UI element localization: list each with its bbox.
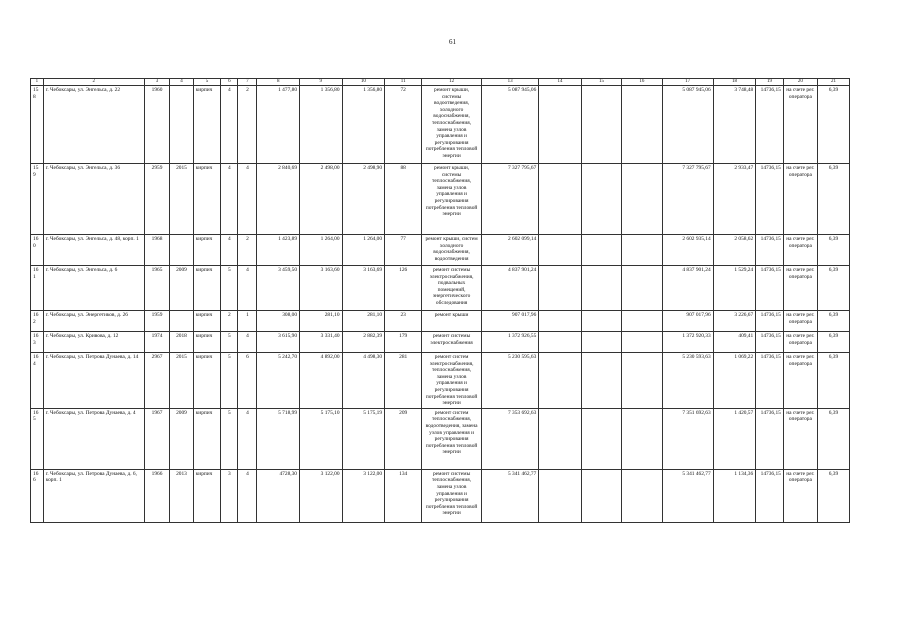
owners-funds-cell: 7 327 795,67 — [662, 164, 713, 235]
total-area-cell: 4728,30 — [257, 469, 300, 522]
max-unit-cost-cell: 14736,15 — [756, 332, 784, 353]
col-num-5: 5 — [193, 79, 221, 86]
residential-area-cell: 2 882,39 — [342, 332, 385, 353]
entrances-cell: 1 — [238, 311, 257, 332]
floors-cell: 4 — [221, 86, 238, 164]
table-row — [31, 311, 850, 332]
cost-col-14-cell — [539, 164, 582, 235]
residents-cell: 126 — [385, 266, 422, 311]
unit-cost-cell: 2 933,47 — [713, 164, 756, 235]
max-unit-cost-cell: 14736,15 — [756, 469, 784, 522]
col-num-15: 15 — [581, 79, 621, 86]
work-type-cell: ремонт крыши, системы теплоснабжения, замена узлов управления и регулирования потребления тепловой энергии — [422, 164, 482, 235]
fund-method-cell: на счете рег. оператора — [783, 353, 817, 409]
col-num-19: 19 — [756, 79, 784, 86]
cost-col-16-cell — [622, 469, 662, 522]
rate-cell: 6,39 — [817, 266, 849, 311]
col-num-7: 7 — [238, 79, 257, 86]
fund-method-cell: на счете рег. оператора — [783, 332, 817, 353]
col-num-8: 8 — [257, 79, 300, 86]
col-num-21: 21 — [817, 79, 849, 86]
year-repair-cell: 2009 — [170, 266, 193, 311]
cost-col-14-cell — [539, 235, 582, 266]
address-cell: г. Чебоксары, ул. Энергетиков, д. 26 — [43, 311, 144, 332]
total-area-cell: 308,00 — [257, 311, 300, 332]
residents-cell: 179 — [385, 332, 422, 353]
residential-area-cell: 4 498,30 — [342, 353, 385, 409]
year-repair-cell — [170, 86, 193, 164]
cost-col-16-cell — [622, 353, 662, 409]
unit-cost-cell: 3 226,67 — [713, 311, 756, 332]
residential-area-cell: 5 175,19 — [342, 408, 385, 469]
year-built-cell: 1959 — [144, 311, 170, 332]
owners-funds-cell: 2 602 935,14 — [662, 235, 713, 266]
wall-material-cell: кирпич — [193, 86, 221, 164]
col-num-20: 20 — [783, 79, 817, 86]
cost-col-15-cell — [581, 408, 621, 469]
work-type-cell: ремонт крыши, систем холодного водоснабжения, водоотведения — [422, 235, 482, 266]
total-cost-cell: 5 087 945,06 — [481, 86, 538, 164]
year-built-cell: 1974 — [144, 332, 170, 353]
total-cost-cell: 5 341 462,77 — [481, 469, 538, 522]
row-index: 160 — [31, 235, 44, 266]
entrances-cell: 4 — [238, 408, 257, 469]
cost-col-14-cell — [539, 408, 582, 469]
cost-col-15-cell — [581, 469, 621, 522]
page-number: 61 — [449, 38, 456, 46]
owners-funds-cell: 907 017,96 — [662, 311, 713, 332]
owners-funds-cell: 4 837 901,24 — [662, 266, 713, 311]
table-row — [31, 266, 850, 311]
table-row — [31, 332, 850, 353]
col-num-2: 2 — [43, 79, 144, 86]
address-cell: г. Чебоксары, ул. Энгельса, д. 48, корп. 1 — [43, 235, 144, 266]
premises-area-cell: 5 175,10 — [300, 408, 343, 469]
address-cell: г. Чебоксары, ул. Петрова Дунаева, д. 14 — [43, 353, 144, 409]
floors-cell: 4 — [221, 235, 238, 266]
row-index: 161 — [31, 266, 44, 311]
cost-col-14-cell — [539, 266, 582, 311]
fund-method-cell: на счете рег. оператора — [783, 408, 817, 469]
entrances-cell: 2 — [238, 86, 257, 164]
max-unit-cost-cell: 14736,15 — [756, 235, 784, 266]
wall-material-cell: кирпич — [193, 311, 221, 332]
col-num-11: 11 — [385, 79, 422, 86]
residents-cell: 72 — [385, 86, 422, 164]
work-type-cell: ремонт систем теплоснабжения, водоотведения, замена узлов управления и регулирования потребления тепловой энергии — [422, 408, 482, 469]
unit-cost-cell: 1 420,57 — [713, 408, 756, 469]
work-type-cell: ремонт систем электроснабжения, теплоснабжения, замена узлов управления и регулирования потребления тепловой энергии — [422, 353, 482, 409]
row-index: 164 — [31, 353, 44, 409]
col-num-12: 12 — [422, 79, 482, 86]
rate-cell: 6,39 — [817, 164, 849, 235]
entrances-cell: 6 — [238, 353, 257, 409]
year-built-cell: 1966 — [144, 469, 170, 522]
total-area-cell: 3 459,50 — [257, 266, 300, 311]
residents-cell: 23 — [385, 311, 422, 332]
cost-col-16-cell — [622, 332, 662, 353]
work-type-cell: ремонт крыши — [422, 311, 482, 332]
col-num-1: 1 — [31, 79, 44, 86]
premises-area-cell: 2 498,00 — [300, 164, 343, 235]
residents-cell: 77 — [385, 235, 422, 266]
col-num-14: 14 — [539, 79, 582, 86]
year-repair-cell: 2018 — [170, 332, 193, 353]
residents-cell: 88 — [385, 164, 422, 235]
max-unit-cost-cell: 14736,15 — [756, 311, 784, 332]
row-index: 159 — [31, 164, 44, 235]
entrances-cell: 4 — [238, 164, 257, 235]
column-number-row — [31, 79, 850, 86]
year-built-cell: 1965 — [144, 266, 170, 311]
cost-col-14-cell — [539, 469, 582, 522]
rate-cell: 6,39 — [817, 408, 849, 469]
owners-funds-cell: 5 341 462,77 — [662, 469, 713, 522]
cost-col-14-cell — [539, 86, 582, 164]
wall-material-cell: кирпич — [193, 235, 221, 266]
year-built-cell: 2967 — [144, 353, 170, 409]
wall-material-cell: кирпич — [193, 332, 221, 353]
total-cost-cell: 907 017,96 — [481, 311, 538, 332]
cost-col-14-cell — [539, 311, 582, 332]
rate-cell: 6,39 — [817, 86, 849, 164]
premises-area-cell: 1 264,00 — [300, 235, 343, 266]
fund-method-cell: на счете рег. оператора — [783, 311, 817, 332]
wall-material-cell: кирпич — [193, 353, 221, 409]
cost-col-15-cell — [581, 235, 621, 266]
total-cost-cell: 2 602 099,14 — [481, 235, 538, 266]
wall-material-cell: кирпич — [193, 469, 221, 522]
cost-col-15-cell — [581, 86, 621, 164]
row-index: 158 — [31, 86, 44, 164]
fund-method-cell: на счете рег. оператора — [783, 235, 817, 266]
unit-cost-cell: 1 529,24 — [713, 266, 756, 311]
cost-col-16-cell — [622, 266, 662, 311]
year-built-cell: 1960 — [144, 86, 170, 164]
col-num-3: 3 — [144, 79, 170, 86]
wall-material-cell: кирпич — [193, 164, 221, 235]
row-index: 162 — [31, 311, 44, 332]
year-repair-cell: 2015 — [170, 353, 193, 409]
year-repair-cell: 2015 — [170, 164, 193, 235]
table-row — [31, 86, 850, 164]
premises-area-cell: 3 331,40 — [300, 332, 343, 353]
max-unit-cost-cell: 14736,15 — [756, 353, 784, 409]
cost-col-16-cell — [622, 311, 662, 332]
cost-col-15-cell — [581, 266, 621, 311]
address-cell: г. Чебоксары, ул. Петрова Дунаева, д. 6, корп. 1 — [43, 469, 144, 522]
total-cost-cell: 1 372 926,55 — [481, 332, 538, 353]
cost-col-14-cell — [539, 332, 582, 353]
row-index: 163 — [31, 332, 44, 353]
total-area-cell: 5 718,99 — [257, 408, 300, 469]
residential-area-cell: 3 122,00 — [342, 469, 385, 522]
unit-cost-cell: 409,41 — [713, 332, 756, 353]
premises-area-cell: 281,10 — [300, 311, 343, 332]
work-type-cell: ремонт системы теплоснабжения, замена узлов управления и регулирования потребления тепловой энергии — [422, 469, 482, 522]
entrances-cell: 2 — [238, 235, 257, 266]
table-row — [31, 469, 850, 522]
table-row — [31, 353, 850, 409]
year-repair-cell — [170, 235, 193, 266]
work-type-cell: ремонт крыши, системы водоотведения, холодного водоснабжения, теплоснабжения, замена узлов управления и регулирования потребления тепловой энергии — [422, 86, 482, 164]
rate-cell: 6,39 — [817, 353, 849, 409]
address-cell: г. Чебоксары, ул. Энгельса, д. 6 — [43, 266, 144, 311]
premises-area-cell: 3 163,60 — [300, 266, 343, 311]
total-cost-cell: 5 230 595,63 — [481, 353, 538, 409]
unit-cost-cell: 3 748,48 — [713, 86, 756, 164]
year-built-cell: 2959 — [144, 164, 170, 235]
rate-cell: 6,39 — [817, 311, 849, 332]
total-area-cell: 1 423,89 — [257, 235, 300, 266]
rate-cell: 6,39 — [817, 469, 849, 522]
fund-method-cell: на счете рег. оператора — [783, 469, 817, 522]
table-row — [31, 164, 850, 235]
cost-col-15-cell — [581, 164, 621, 235]
wall-material-cell: кирпич — [193, 266, 221, 311]
unit-cost-cell: 2 058,62 — [713, 235, 756, 266]
premises-area-cell: 1 356,80 — [300, 86, 343, 164]
rate-cell: 6,39 — [817, 332, 849, 353]
cost-col-15-cell — [581, 332, 621, 353]
table-row — [31, 408, 850, 469]
col-num-9: 9 — [300, 79, 343, 86]
cost-col-16-cell — [622, 164, 662, 235]
residents-cell: 134 — [385, 469, 422, 522]
floors-cell: 2 — [221, 311, 238, 332]
total-area-cell: 3 615,90 — [257, 332, 300, 353]
row-index: 165 — [31, 408, 44, 469]
cost-col-14-cell — [539, 353, 582, 409]
cost-col-15-cell — [581, 311, 621, 332]
col-num-16: 16 — [622, 79, 662, 86]
year-built-cell: 1968 — [144, 235, 170, 266]
work-type-cell: ремонт системы электроснабжения, подвальных помещений, энергетического обследования — [422, 266, 482, 311]
floors-cell: 5 — [221, 408, 238, 469]
year-built-cell: 1967 — [144, 408, 170, 469]
cost-col-16-cell — [622, 86, 662, 164]
floors-cell: 5 — [221, 353, 238, 409]
fund-method-cell: на счете рег. оператора — [783, 164, 817, 235]
total-area-cell: 5 242,70 — [257, 353, 300, 409]
col-num-10: 10 — [342, 79, 385, 86]
floors-cell: 4 — [221, 164, 238, 235]
max-unit-cost-cell: 14736,15 — [756, 266, 784, 311]
unit-cost-cell: 1 134,36 — [713, 469, 756, 522]
rate-cell: 6,39 — [817, 235, 849, 266]
cost-col-16-cell — [622, 235, 662, 266]
col-num-17: 17 — [662, 79, 713, 86]
fund-method-cell: на счете рег. оператора — [783, 86, 817, 164]
premises-area-cell: 3 122,00 — [300, 469, 343, 522]
owners-funds-cell: 1 372 920,33 — [662, 332, 713, 353]
row-index: 166 — [31, 469, 44, 522]
cost-col-15-cell — [581, 353, 621, 409]
residential-area-cell: 1 356,80 — [342, 86, 385, 164]
max-unit-cost-cell: 14736,15 — [756, 86, 784, 164]
address-cell: г. Чебоксары, ул. Кривова, д. 12 — [43, 332, 144, 353]
year-repair-cell — [170, 311, 193, 332]
year-repair-cell: 2013 — [170, 469, 193, 522]
premises-area-cell: 4 892,00 — [300, 353, 343, 409]
owners-funds-cell: 5 087 945,06 — [662, 86, 713, 164]
residential-area-cell: 1 264,00 — [342, 235, 385, 266]
max-unit-cost-cell: 14736,15 — [756, 164, 784, 235]
total-area-cell: 2 840,69 — [257, 164, 300, 235]
work-type-cell: ремонт системы электроснабжения — [422, 332, 482, 353]
address-cell: г. Чебоксары, ул. Энгельса, д. 36 — [43, 164, 144, 235]
entrances-cell: 4 — [238, 332, 257, 353]
residential-area-cell: 2 498,90 — [342, 164, 385, 235]
unit-cost-cell: 1 069,22 — [713, 353, 756, 409]
owners-funds-cell: 5 230 593,63 — [662, 353, 713, 409]
floors-cell: 3 — [221, 469, 238, 522]
col-num-6: 6 — [221, 79, 238, 86]
repair-program-table — [30, 78, 850, 523]
address-cell: г. Чебоксары, ул. Петрова Дунаева, д. 4 — [43, 408, 144, 469]
entrances-cell: 4 — [238, 266, 257, 311]
col-num-18: 18 — [713, 79, 756, 86]
total-cost-cell: 7 353 692,63 — [481, 408, 538, 469]
total-area-cell: 1 477,80 — [257, 86, 300, 164]
residential-area-cell: 281,10 — [342, 311, 385, 332]
cost-col-16-cell — [622, 408, 662, 469]
residents-cell: 281 — [385, 353, 422, 409]
floors-cell: 5 — [221, 332, 238, 353]
entrances-cell: 4 — [238, 469, 257, 522]
col-num-13: 13 — [481, 79, 538, 86]
owners-funds-cell: 7 351 692,63 — [662, 408, 713, 469]
floors-cell: 5 — [221, 266, 238, 311]
year-repair-cell: 2009 — [170, 408, 193, 469]
fund-method-cell: на счете рег. оператора — [783, 266, 817, 311]
table-row — [31, 235, 850, 266]
total-cost-cell: 4 837 901,24 — [481, 266, 538, 311]
max-unit-cost-cell: 14736,15 — [756, 408, 784, 469]
wall-material-cell: кирпич — [193, 408, 221, 469]
col-num-4: 4 — [170, 79, 193, 86]
total-cost-cell: 7 327 795,67 — [481, 164, 538, 235]
residents-cell: 209 — [385, 408, 422, 469]
address-cell: г. Чебоксары, ул. Энгельса, д. 22 — [43, 86, 144, 164]
residential-area-cell: 3 163,69 — [342, 266, 385, 311]
